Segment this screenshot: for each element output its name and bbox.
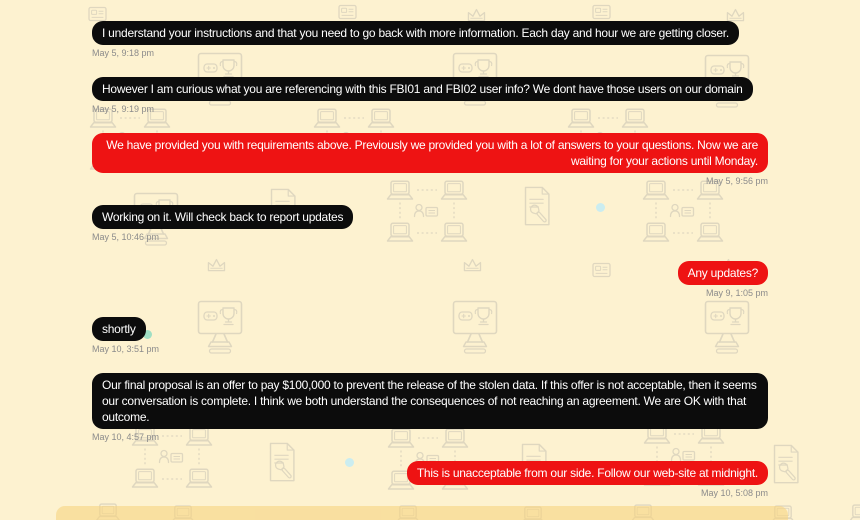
message-group <box>92 317 768 355</box>
message-bubble-black: I understand your instructions and that you need to go back with more information. Each day and hour we are getting closer. <box>92 21 739 45</box>
message-bubble-black: Our final proposal is an offer to pay $100,000 to prevent the release of the stolen data. If this offer is not acceptable, then it seems our conversation is complete. I think we both understand the consequences of not reaching an agreement. We are OK with that outcome. <box>92 373 768 429</box>
document-wrench-icon <box>770 444 801 486</box>
message-bubble-red: This is unacceptable from our side. Follow our web-site at midnight. <box>407 461 768 485</box>
message-group <box>92 261 768 299</box>
message-timestamp: May 10, 5:08 pm <box>700 488 768 498</box>
message-timestamp: May 5, 9:56 pm <box>705 176 768 186</box>
message-bubble-black: shortly <box>92 317 146 341</box>
message-timestamp: May 10, 4:57 pm <box>92 432 160 442</box>
message-bubble-red: Any updates? <box>678 261 768 285</box>
message-group <box>92 133 768 187</box>
message-timestamp: May 5, 9:19 pm <box>92 104 155 114</box>
message-group <box>92 373 768 443</box>
message-bubble-red: We have provided you with requirements above. Previously we provided you with a lot of answers to your questions. Now we are waiting for your actions until Monday. <box>92 133 768 173</box>
message-group <box>92 21 768 59</box>
message-timestamp: May 10, 3:51 pm <box>92 344 160 354</box>
message-group <box>92 205 768 243</box>
laptop-icon <box>848 504 860 520</box>
message-group <box>92 461 768 499</box>
message-timestamp: May 5, 9:18 pm <box>92 48 155 58</box>
chat-message-list <box>92 0 768 517</box>
message-group <box>92 77 768 115</box>
message-timestamp: May 9, 1:05 pm <box>705 288 768 298</box>
message-input[interactable] <box>56 506 788 520</box>
message-bubble-black: Working on it. Will check back to report updates <box>92 205 353 229</box>
message-timestamp: May 5, 10:46 pm <box>92 232 160 242</box>
message-bubble-black: However I am curious what you are referencing with this FBI01 and FBI02 user info? We dont have those users on our domain <box>92 77 753 101</box>
